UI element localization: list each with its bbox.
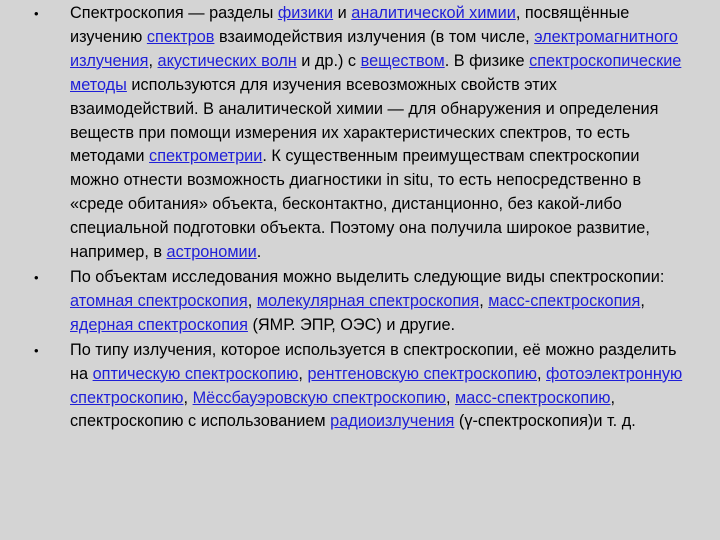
body-text: . <box>256 243 262 262</box>
bullet-marker: • <box>34 269 39 285</box>
body-text: и <box>333 4 352 22</box>
hyperlink[interactable]: молекулярная спектроскопия <box>256 291 480 310</box>
bullet-list <box>34 2 686 435</box>
body-text: , спектроскопию с использованием <box>70 388 616 431</box>
bullet-marker: • <box>34 6 39 21</box>
body-text: (γ-спектроскопия)и т. д. <box>454 412 636 431</box>
body-text: , <box>148 51 158 70</box>
hyperlink[interactable]: электромагнитного излучения <box>70 27 678 70</box>
body-text: взаимодействия излучения (в том числе, <box>214 27 535 46</box>
bullet-item <box>34 339 686 435</box>
body-text: , <box>247 291 257 310</box>
hyperlink[interactable]: спектрометрии <box>149 147 263 166</box>
hyperlink[interactable]: спектроскопические методы <box>70 51 682 94</box>
hyperlink[interactable]: фотоэлектронную спектроскопию <box>70 364 683 407</box>
body-text: и др.) с <box>296 51 361 70</box>
term-heading: Спектроскопия <box>70 4 184 22</box>
hyperlink[interactable]: спектров <box>146 27 215 46</box>
hyperlink[interactable]: масс-спектроскопия <box>488 291 641 310</box>
body-text: , <box>536 364 547 383</box>
bullet-item <box>34 2 686 265</box>
hyperlink[interactable]: веществом <box>360 51 445 70</box>
hyperlink[interactable]: масс-спектроскопию <box>455 388 611 407</box>
bullet-item <box>34 266 686 338</box>
hyperlink[interactable]: астрономии <box>166 243 257 262</box>
hyperlink[interactable]: ядерная спектроскопия <box>70 315 248 334</box>
body-text: , <box>640 291 645 310</box>
hyperlink[interactable]: рентгеновскую спектроскопию <box>307 364 537 383</box>
body-text: , посвящённые изучению <box>70 4 630 46</box>
hyperlink[interactable]: физики <box>277 4 334 22</box>
hyperlink[interactable]: оптическую спектроскопию <box>92 364 299 383</box>
hyperlink[interactable]: атомная спектроскопия <box>70 291 248 310</box>
body-text: По типу излучения, которое используется в спектроскопии, её можно разделить на <box>70 340 677 383</box>
body-text: . К существенным преимуществам спектроскопии можно отнести возможность диагностики in situ, то есть непосредственно в «среде обитания» объекта, бесконтактно, дистанционно, без какой-либо специальной подготовки объекта. Поэтому она получила широкое развитие, например, в <box>70 147 650 262</box>
body-text: (ЯМР. ЭПР, ОЭС) и другие. <box>247 315 456 334</box>
body-text: . В физике <box>444 51 530 70</box>
body-text: , <box>298 364 308 383</box>
hyperlink[interactable]: радиоизлучения <box>330 412 455 431</box>
hyperlink[interactable]: аналитической химии <box>351 4 516 22</box>
body-text: , <box>183 388 193 407</box>
hyperlink[interactable]: акустических волн <box>157 51 297 70</box>
body-text: — разделы <box>183 4 278 22</box>
body-text: По объектам исследования можно выделить следующие виды спектроскопии: <box>70 267 665 286</box>
hyperlink[interactable]: Мёссбауэровскую спектроскопию <box>192 388 446 407</box>
body-text: используются для изучения всевозможных свойств этих взаимодействий. В аналитической химии — для обнаружения и определения веществ при помощи измерения их характеристических спектров, то есть методами <box>70 75 659 166</box>
bullet-marker: • <box>34 342 39 358</box>
body-text: , <box>445 388 456 407</box>
body-text: , <box>479 291 489 310</box>
